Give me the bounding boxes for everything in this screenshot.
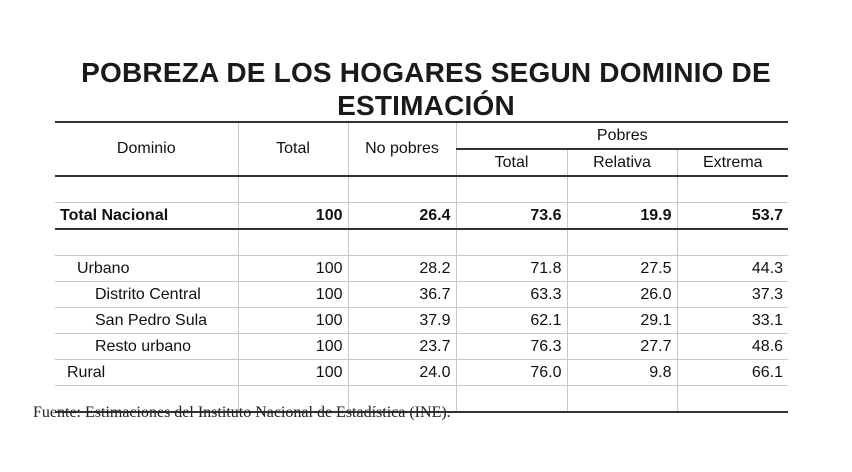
cell-extrema: 48.6 — [677, 334, 788, 360]
cell-dominio: Distrito Central — [55, 282, 238, 308]
spacer-row — [55, 176, 788, 203]
cell-dominio: Total Nacional — [55, 203, 238, 230]
title-line-2: ESTIMACIÓN — [337, 90, 515, 121]
header-extrema: Extrema — [677, 149, 788, 176]
cell-pobres-total: 71.8 — [456, 256, 567, 282]
cell-no-pobres: 36.7 — [348, 282, 456, 308]
cell-total: 100 — [238, 282, 348, 308]
cell-relativa: 19.9 — [567, 203, 677, 230]
table-row — [55, 282, 788, 308]
header-total: Total — [238, 122, 348, 176]
cell-dominio: Rural — [55, 360, 238, 386]
table-row — [55, 360, 788, 386]
cell-pobres-total: 73.6 — [456, 203, 567, 230]
spacer-row — [55, 229, 788, 256]
cell-pobres-total: 62.1 — [456, 308, 567, 334]
cell-no-pobres: 26.4 — [348, 203, 456, 230]
cell-total: 100 — [238, 308, 348, 334]
cell-relativa: 27.7 — [567, 334, 677, 360]
cell-total: 100 — [238, 203, 348, 230]
table-row — [55, 308, 788, 334]
header-no-pobres: No pobres — [348, 122, 456, 176]
cell-pobres-total: 76.0 — [456, 360, 567, 386]
table-row — [55, 334, 788, 360]
cell-extrema: 33.1 — [677, 308, 788, 334]
cell-extrema: 53.7 — [677, 203, 788, 230]
header-pobres: Pobres — [456, 122, 788, 149]
cell-total: 100 — [238, 256, 348, 282]
cell-no-pobres: 23.7 — [348, 334, 456, 360]
cell-extrema: 37.3 — [677, 282, 788, 308]
title-line-1: POBREZA DE LOS HOGARES SEGUN DOMINIO DE — [81, 57, 771, 88]
cell-dominio: Urbano — [55, 256, 238, 282]
cell-no-pobres: 24.0 — [348, 360, 456, 386]
page-title — [0, 56, 852, 122]
table-row — [55, 256, 788, 282]
header-row-1 — [55, 122, 788, 149]
poverty-table-container — [55, 121, 788, 413]
source-note: Fuente: Estimaciones del Instituto Nacional de Estadística (INE). — [33, 404, 451, 421]
cell-pobres-total: 63.3 — [456, 282, 567, 308]
header-pobres-total: Total — [456, 149, 567, 176]
cell-dominio: Resto urbano — [55, 334, 238, 360]
cell-pobres-total: 76.3 — [456, 334, 567, 360]
cell-relativa: 27.5 — [567, 256, 677, 282]
cell-relativa: 29.1 — [567, 308, 677, 334]
poverty-table — [55, 121, 788, 413]
cell-dominio: San Pedro Sula — [55, 308, 238, 334]
cell-no-pobres: 28.2 — [348, 256, 456, 282]
header-dominio: Dominio — [55, 122, 238, 176]
table-row — [55, 203, 788, 230]
header-relativa: Relativa — [567, 149, 677, 176]
cell-extrema: 44.3 — [677, 256, 788, 282]
cell-relativa: 9.8 — [567, 360, 677, 386]
cell-total: 100 — [238, 334, 348, 360]
cell-extrema: 66.1 — [677, 360, 788, 386]
cell-relativa: 26.0 — [567, 282, 677, 308]
cell-total: 100 — [238, 360, 348, 386]
cell-no-pobres: 37.9 — [348, 308, 456, 334]
table-body — [55, 176, 788, 412]
table-header — [55, 122, 788, 176]
